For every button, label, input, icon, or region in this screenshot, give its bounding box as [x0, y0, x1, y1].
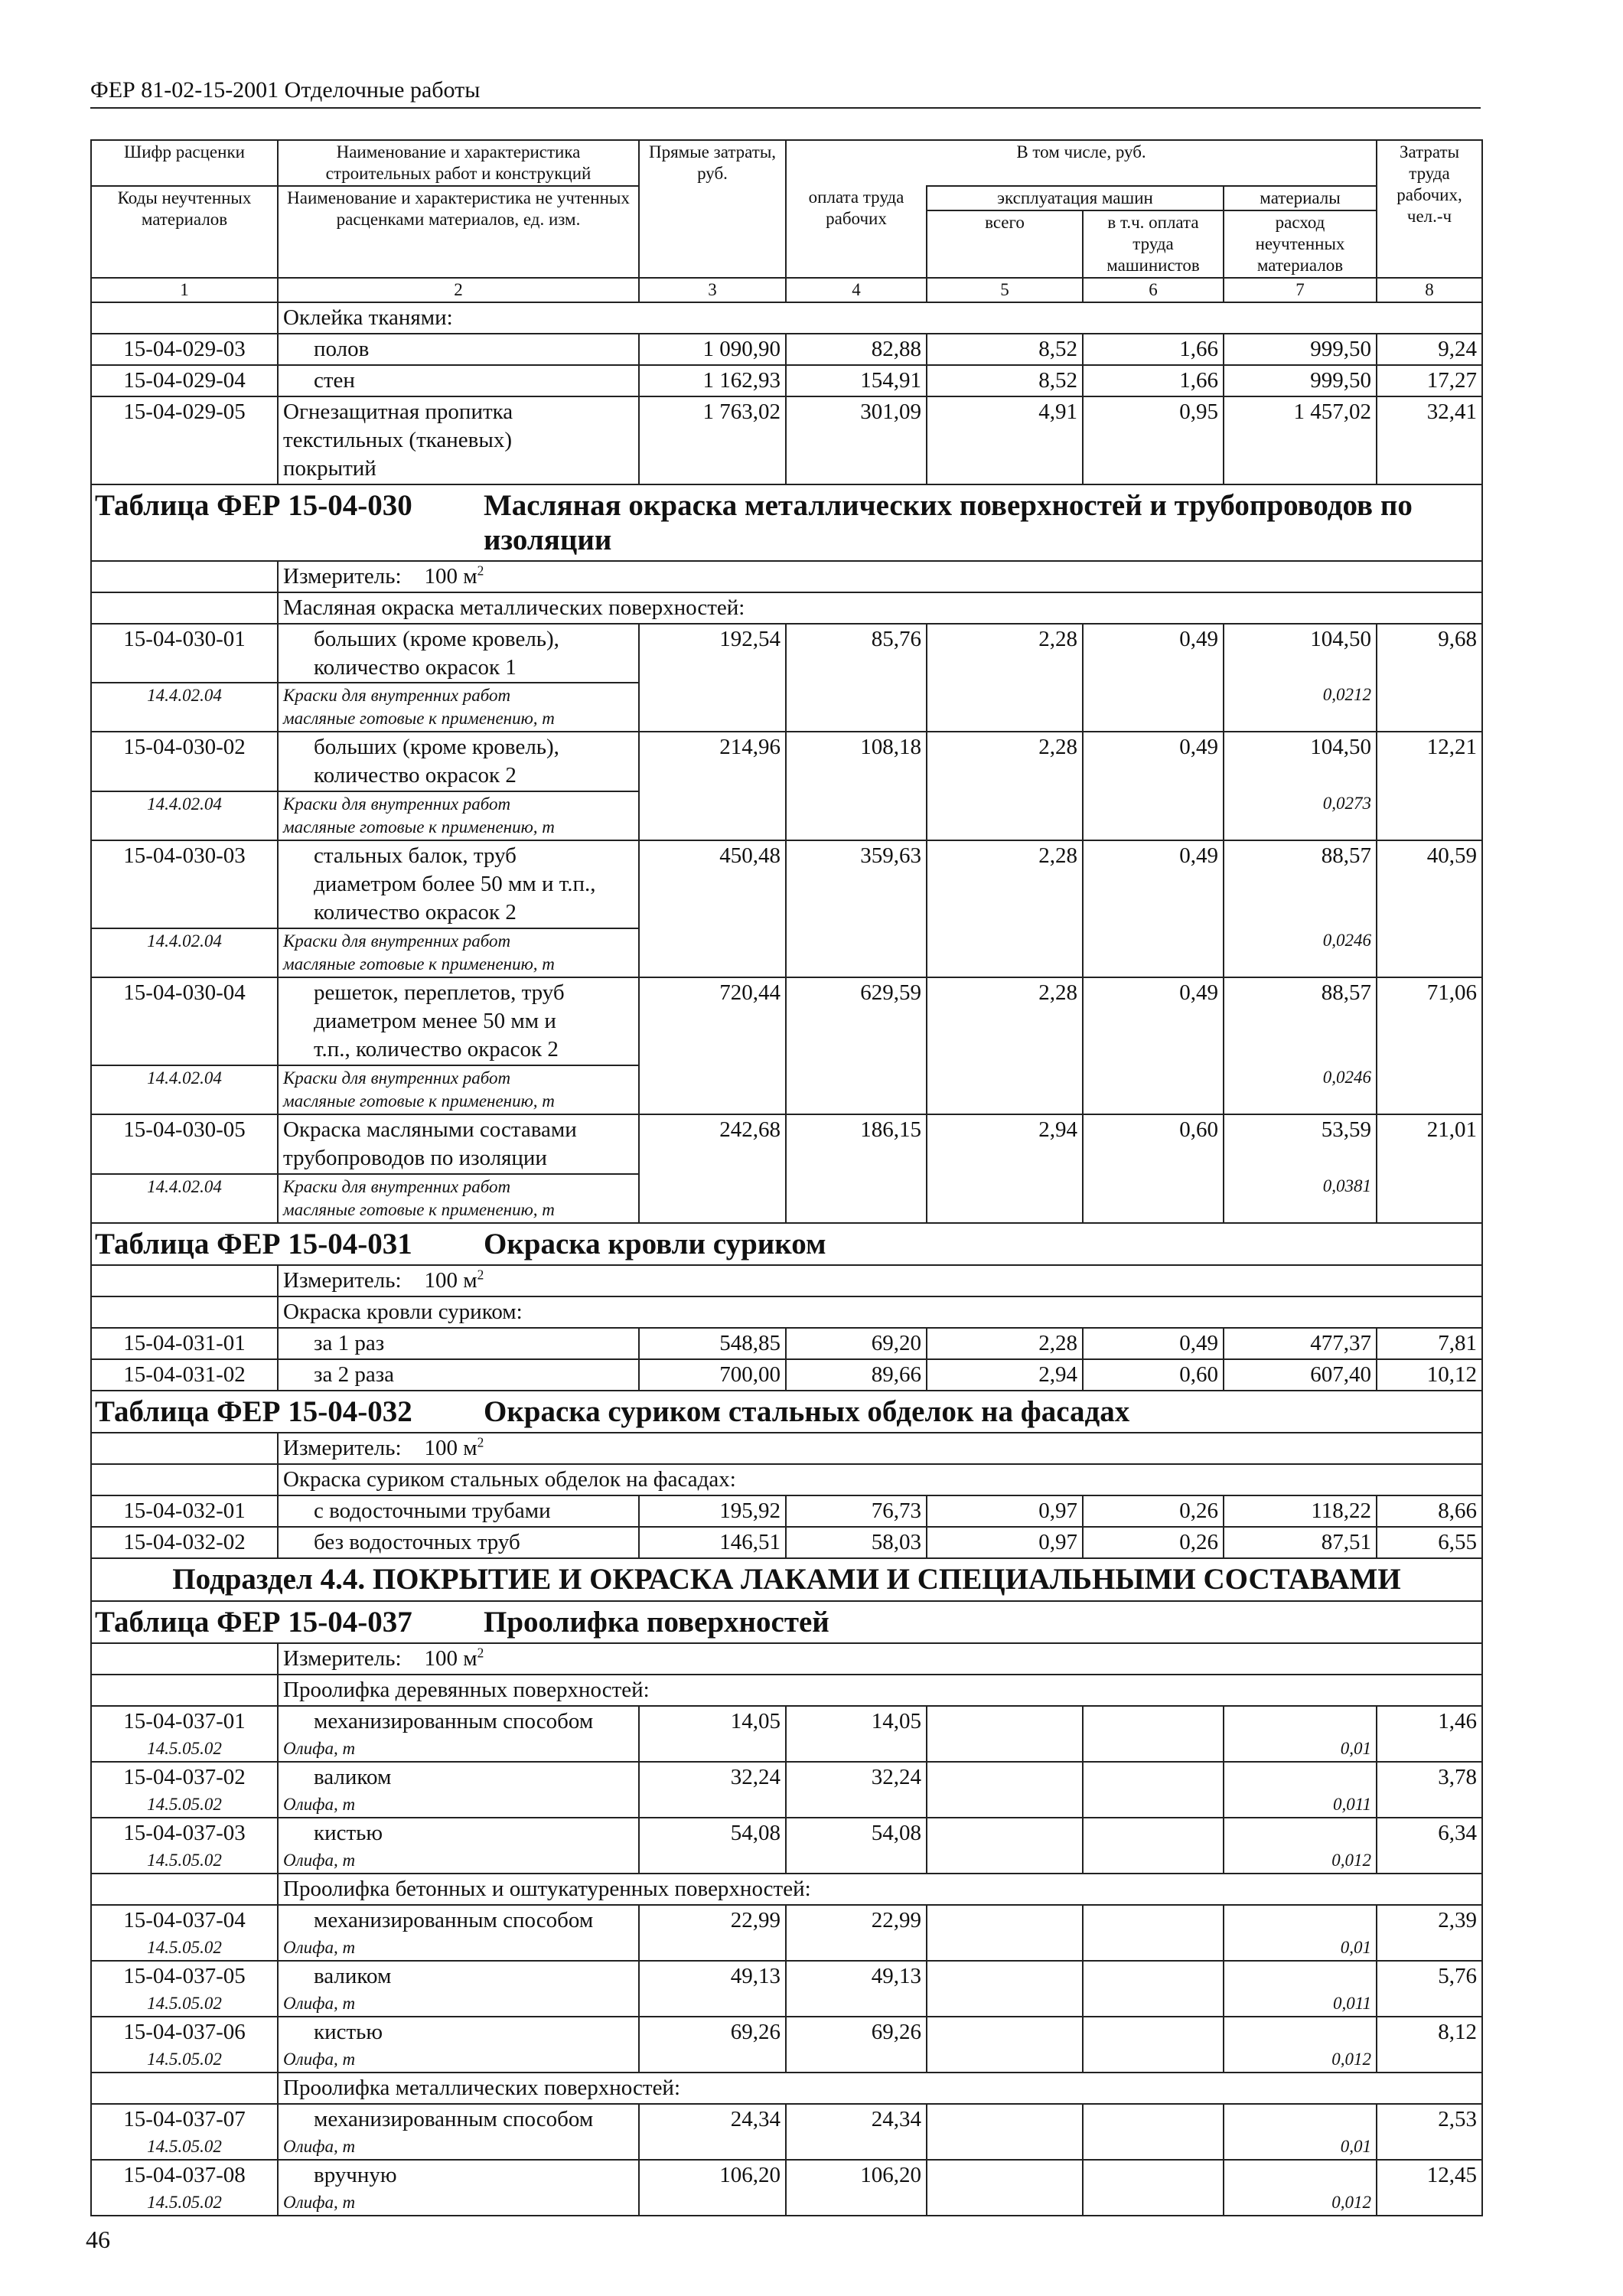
- material-code: 14.4.02.04: [91, 683, 278, 732]
- machinists-pay: 1,66: [1083, 334, 1224, 365]
- rate-code: 15-04-037-03: [91, 1818, 278, 1848]
- measure: Измеритель: 100 $м^2$: [278, 561, 1482, 592]
- machines-total: 0,97: [927, 1495, 1083, 1527]
- measure-row: [91, 1643, 1482, 1675]
- header-machines: эксплуатация машин: [927, 186, 1224, 210]
- workers-pay: 24,34: [786, 2104, 927, 2160]
- machinists-pay: 0,49: [1083, 732, 1224, 840]
- header-machinists-pay: в т.ч. оплата труда машинистов: [1083, 210, 1224, 278]
- rate-name: стен: [278, 365, 639, 396]
- labor: 7,81: [1377, 1328, 1482, 1359]
- rate-code: 15-04-032-01: [91, 1495, 278, 1527]
- col-number: 5: [927, 278, 1083, 302]
- machinists-pay: 0,49: [1083, 624, 1224, 732]
- material-code: 14.4.02.04: [91, 791, 278, 840]
- labor: 12,45: [1377, 2160, 1482, 2216]
- rate-name: Окраска масляными составами трубопроводов по изоляции: [278, 1114, 639, 1174]
- labor: 32,41: [1377, 396, 1482, 484]
- workers-pay: 69,26: [786, 2017, 927, 2073]
- table-row: [91, 1961, 1482, 1991]
- rate-code: 15-04-037-08: [91, 2160, 278, 2190]
- rate-name: стальных балок, труб диаметром более 50 мм и т.п., количество окрасок 2: [278, 840, 639, 928]
- table-row: [91, 334, 1482, 365]
- direct-costs: 24,34: [639, 2104, 786, 2160]
- materials: 607,40: [1224, 1359, 1377, 1391]
- machines-total: 2,28: [927, 624, 1083, 732]
- material-name: Олифа, т: [278, 1792, 639, 1818]
- table-title: Таблица ФЕР 15-04-037 Проолифка поверхностей: [91, 1601, 1482, 1643]
- workers-pay: 186,15: [786, 1114, 927, 1223]
- workers-pay: 629,59: [786, 977, 927, 1114]
- table-row: [91, 1905, 1482, 1936]
- material-qty: 0,011: [1224, 1991, 1377, 2017]
- machinists-pay: 0,49: [1083, 977, 1224, 1114]
- material-code: 14.4.02.04: [91, 928, 278, 977]
- workers-pay: 49,13: [786, 1961, 927, 2017]
- material-qty: 0,0212: [1224, 683, 1377, 732]
- material-code: 14.5.05.02: [91, 1848, 278, 1874]
- material-name: Олифа, т: [278, 2047, 639, 2073]
- header-labor: Затраты труда рабочих, чел.-ч: [1377, 140, 1482, 278]
- rate-code: 15-04-029-05: [91, 396, 278, 484]
- machinists-pay: 0,95: [1083, 396, 1224, 484]
- machines-total: 8,52: [927, 334, 1083, 365]
- material-name: Краски для внутренних работ масляные готовые к применению, т: [278, 683, 639, 732]
- machines-total: 0,97: [927, 1527, 1083, 1558]
- col-number: 2: [278, 278, 639, 302]
- workers-pay: 154,91: [786, 365, 927, 396]
- material-code: 14.5.05.02: [91, 1991, 278, 2017]
- col-number: 7: [1224, 278, 1377, 302]
- material-code: 14.4.02.04: [91, 1065, 278, 1114]
- material-code: 14.5.05.02: [91, 1737, 278, 1762]
- machinists-pay: 0,49: [1083, 1328, 1224, 1359]
- rate-name: больших (кроме кровель), количество окрасок 1: [278, 624, 639, 683]
- table-row: [91, 1527, 1482, 1558]
- labor: 17,27: [1377, 365, 1482, 396]
- col-number: 6: [1083, 278, 1224, 302]
- table-row: [91, 977, 1482, 1065]
- material-qty: 0,012: [1224, 2190, 1377, 2216]
- machines-total: 2,28: [927, 840, 1083, 977]
- material-name: Олифа, т: [278, 2135, 639, 2160]
- direct-costs: 242,68: [639, 1114, 786, 1223]
- material-qty: 0,0381: [1224, 1174, 1377, 1223]
- labor: 8,12: [1377, 2017, 1482, 2073]
- rate-name: за 2 раза: [278, 1359, 639, 1391]
- material-name: Олифа, т: [278, 1991, 639, 2017]
- workers-pay: 54,08: [786, 1818, 927, 1874]
- direct-costs: 548,85: [639, 1328, 786, 1359]
- measure-row: [91, 1433, 1482, 1464]
- direct-costs: 146,51: [639, 1527, 786, 1558]
- subsection-title: Подраздел 4.4. ПОКРЫТИЕ И ОКРАСКА ЛАКАМИ И СПЕЦИАЛЬНЫМИ СОСТАВАМИ: [91, 1558, 1482, 1601]
- labor: 40,59: [1377, 840, 1482, 977]
- subsection-row: [91, 1558, 1482, 1601]
- labor: 21,01: [1377, 1114, 1482, 1223]
- rate-code: 15-04-037-07: [91, 2104, 278, 2135]
- direct-costs: 1 763,02: [639, 396, 786, 484]
- rate-code: 15-04-030-05: [91, 1114, 278, 1174]
- direct-costs: 54,08: [639, 1818, 786, 1874]
- group-label: Оклейка тканями:: [278, 302, 1482, 334]
- materials: 477,37: [1224, 1328, 1377, 1359]
- direct-costs: 22,99: [639, 1905, 786, 1961]
- material-name: Олифа, т: [278, 1737, 639, 1762]
- group-label: Проолифка деревянных поверхностей:: [278, 1675, 1482, 1706]
- measure: Измеритель: 100 $м^2$: [278, 1433, 1482, 1464]
- group-label: Окраска суриком стальных обделок на фасадах:: [278, 1464, 1482, 1495]
- direct-costs: 192,54: [639, 624, 786, 732]
- rate-name: с водосточными трубами: [278, 1495, 639, 1527]
- material-name: Олифа, т: [278, 1848, 639, 1874]
- rate-name: кистью: [278, 1818, 639, 1848]
- table-title-row: [91, 1223, 1482, 1265]
- labor: 1,46: [1377, 1706, 1482, 1762]
- materials: 53,59: [1224, 1114, 1377, 1174]
- page-header: ФЕР 81-02-15-2001 Отделочные работы: [90, 75, 1481, 109]
- labor: 8,66: [1377, 1495, 1482, 1527]
- machines-total: 8,52: [927, 365, 1083, 396]
- direct-costs: 14,05: [639, 1706, 786, 1762]
- materials: 88,57: [1224, 977, 1377, 1065]
- direct-costs: 1 090,90: [639, 334, 786, 365]
- direct-costs: 720,44: [639, 977, 786, 1114]
- group-label: Проолифка металлических поверхностей:: [278, 2073, 1482, 2104]
- materials: 1 457,02: [1224, 396, 1377, 484]
- materials: 999,50: [1224, 334, 1377, 365]
- rate-code: 15-04-029-03: [91, 334, 278, 365]
- header-unaccounted-codes: Коды неучтенных материалов: [91, 186, 278, 278]
- table-title: Таблица ФЕР 15-04-032 Окраска суриком стальных обделок на фасадах: [91, 1391, 1482, 1433]
- material-qty: 0,0246: [1224, 928, 1377, 977]
- rate-code: 15-04-029-04: [91, 365, 278, 396]
- group-label: Масляная окраска металлических поверхностей:: [278, 592, 1482, 624]
- table-title: Таблица ФЕР 15-04-030 Масляная окраска металлических поверхностей и трубопроводов по изоляции: [91, 484, 1482, 561]
- group-label: Окраска кровли суриком:: [278, 1296, 1482, 1328]
- machines-total: 2,28: [927, 977, 1083, 1114]
- material-name: Краски для внутренних работ масляные готовые к применению, т: [278, 1174, 639, 1223]
- column-numbers-row: [91, 278, 1482, 302]
- machines-total: 2,94: [927, 1359, 1083, 1391]
- rate-code: 15-04-032-02: [91, 1527, 278, 1558]
- material-code: 14.5.05.02: [91, 2135, 278, 2160]
- rate-code: 15-04-030-01: [91, 624, 278, 683]
- rate-code: 15-04-037-04: [91, 1905, 278, 1936]
- material-qty: 0,011: [1224, 1792, 1377, 1818]
- labor: 9,68: [1377, 624, 1482, 732]
- page-number: 46: [86, 2226, 110, 2253]
- table-row: [91, 396, 1482, 484]
- table-title-row: [91, 484, 1482, 561]
- machines-total: 2,94: [927, 1114, 1083, 1223]
- workers-pay: 14,05: [786, 1706, 927, 1762]
- workers-pay: 22,99: [786, 1905, 927, 1961]
- workers-pay: 58,03: [786, 1527, 927, 1558]
- direct-costs: 195,92: [639, 1495, 786, 1527]
- direct-costs: 450,48: [639, 840, 786, 977]
- material-code: 14.5.05.02: [91, 2190, 278, 2216]
- material-qty: 0,012: [1224, 1848, 1377, 1874]
- table-title-row: [91, 1391, 1482, 1433]
- materials: 104,50: [1224, 732, 1377, 791]
- labor: 3,78: [1377, 1762, 1482, 1818]
- materials: 87,51: [1224, 1527, 1377, 1558]
- workers-pay: 82,88: [786, 334, 927, 365]
- header-machines-total: всего: [927, 210, 1083, 278]
- table-row: [91, 2160, 1482, 2190]
- rate-name: механизированным способом: [278, 2104, 639, 2135]
- group-row: [91, 1464, 1482, 1495]
- header-materials: материалы: [1224, 186, 1377, 210]
- materials: 104,50: [1224, 624, 1377, 683]
- material-qty: 0,01: [1224, 2135, 1377, 2160]
- table-row: [91, 1706, 1482, 1737]
- material-qty: 0,01: [1224, 1936, 1377, 1961]
- labor: 9,24: [1377, 334, 1482, 365]
- table-row: [91, 1359, 1482, 1391]
- material-qty: 0,0246: [1224, 1065, 1377, 1114]
- material-qty: 0,01: [1224, 1737, 1377, 1762]
- labor: 2,53: [1377, 2104, 1482, 2160]
- materials: 999,50: [1224, 365, 1377, 396]
- header-code: Шифр расценки: [91, 140, 278, 186]
- header-workers-pay: оплата труда рабочих: [786, 186, 927, 278]
- machinists-pay: 0,60: [1083, 1114, 1224, 1223]
- workers-pay: 69,20: [786, 1328, 927, 1359]
- rate-code: 15-04-037-02: [91, 1762, 278, 1792]
- measure: Измеритель: 100 $м^2$: [278, 1265, 1482, 1296]
- measure-row: [91, 561, 1482, 592]
- header-including: В том числе, руб.: [786, 140, 1377, 186]
- workers-pay: 106,20: [786, 2160, 927, 2216]
- rate-code: 15-04-037-01: [91, 1706, 278, 1737]
- table-row: [91, 840, 1482, 928]
- materials: 88,57: [1224, 840, 1377, 928]
- header-direct-costs: Прямые затраты, руб.: [639, 140, 786, 278]
- direct-costs: 49,13: [639, 1961, 786, 2017]
- labor: 12,21: [1377, 732, 1482, 840]
- workers-pay: 359,63: [786, 840, 927, 977]
- material-code: 14.5.05.02: [91, 2047, 278, 2073]
- rate-name: без водосточных труб: [278, 1527, 639, 1558]
- header-name: Наименование и характеристика строительных работ и конструкций: [278, 140, 639, 186]
- material-qty: 0,012: [1224, 2047, 1377, 2073]
- direct-costs: 69,26: [639, 2017, 786, 2073]
- machinists-pay: 1,66: [1083, 365, 1224, 396]
- rate-code: 15-04-037-06: [91, 2017, 278, 2047]
- table-row: [91, 1495, 1482, 1527]
- material-name: Краски для внутренних работ масляные готовые к применению, т: [278, 1065, 639, 1114]
- header-unaccounted-name: Наименование и характеристика не учтенных расценками материалов, ед. изм.: [278, 186, 639, 278]
- col-number: 1: [91, 278, 278, 302]
- workers-pay: 108,18: [786, 732, 927, 840]
- measure: Измеритель: 100 $м^2$: [278, 1643, 1482, 1675]
- rate-name: механизированным способом: [278, 1706, 639, 1737]
- material-code: 14.5.05.02: [91, 1936, 278, 1961]
- labor: 71,06: [1377, 977, 1482, 1114]
- table-row: [91, 2104, 1482, 2135]
- machinists-pay: 0,60: [1083, 1359, 1224, 1391]
- workers-pay: 89,66: [786, 1359, 927, 1391]
- table-title: Таблица ФЕР 15-04-031 Окраска кровли суриком: [91, 1223, 1482, 1265]
- material-name: Олифа, т: [278, 2190, 639, 2216]
- labor: 2,39: [1377, 1905, 1482, 1961]
- table-row: [91, 365, 1482, 396]
- col-number: 3: [639, 278, 786, 302]
- material-name: Олифа, т: [278, 1936, 639, 1961]
- header-row: [91, 186, 1482, 210]
- group-row: [91, 1296, 1482, 1328]
- rate-name: полов: [278, 334, 639, 365]
- workers-pay: 76,73: [786, 1495, 927, 1527]
- machines-total: 4,91: [927, 396, 1083, 484]
- direct-costs: 32,24: [639, 1762, 786, 1818]
- rate-name: кистью: [278, 2017, 639, 2047]
- group-row: [91, 1874, 1482, 1905]
- group-row: [91, 1675, 1482, 1706]
- direct-costs: 106,20: [639, 2160, 786, 2216]
- rate-name: за 1 раз: [278, 1328, 639, 1359]
- labor: 6,55: [1377, 1527, 1482, 1558]
- col-number: 4: [786, 278, 927, 302]
- table-row: [91, 1114, 1482, 1174]
- rate-code: 15-04-030-03: [91, 840, 278, 928]
- group-row: [91, 2073, 1482, 2104]
- table-row: [91, 1818, 1482, 1848]
- labor: 5,76: [1377, 1961, 1482, 2017]
- measure-row: [91, 1265, 1482, 1296]
- materials: 118,22: [1224, 1495, 1377, 1527]
- rate-name: механизированным способом: [278, 1905, 639, 1936]
- labor: 6,34: [1377, 1818, 1482, 1874]
- rate-name: вручную: [278, 2160, 639, 2190]
- table-row: [91, 1762, 1482, 1792]
- workers-pay: 301,09: [786, 396, 927, 484]
- rate-code: 15-04-037-05: [91, 1961, 278, 1991]
- labor: 10,12: [1377, 1359, 1482, 1391]
- direct-costs: 214,96: [639, 732, 786, 840]
- rate-code: 15-04-031-02: [91, 1359, 278, 1391]
- table-row: [91, 624, 1482, 683]
- rate-name: больших (кроме кровель), количество окрасок 2: [278, 732, 639, 791]
- machinists-pay: 0,49: [1083, 840, 1224, 977]
- rate-name: Огнезащитная пропитка текстильных (тканевых) покрытий: [278, 396, 639, 484]
- group-label: Проолифка бетонных и оштукатуренных поверхностей:: [278, 1874, 1482, 1905]
- group-row: [91, 592, 1482, 624]
- machines-total: 2,28: [927, 1328, 1083, 1359]
- material-qty: 0,0273: [1224, 791, 1377, 840]
- rate-name: валиком: [278, 1961, 639, 1991]
- rate-name: решеток, переплетов, труб диаметром менее 50 мм и т.п., количество окрасок 2: [278, 977, 639, 1065]
- rate-code: 15-04-031-01: [91, 1328, 278, 1359]
- material-name: Краски для внутренних работ масляные готовые к применению, т: [278, 791, 639, 840]
- machinists-pay: 0,26: [1083, 1527, 1224, 1558]
- table-row: [91, 732, 1482, 791]
- material-code: 14.4.02.04: [91, 1174, 278, 1223]
- header-row: [91, 140, 1482, 186]
- rate-code: 15-04-030-04: [91, 977, 278, 1065]
- table-row: [91, 2017, 1482, 2047]
- rates-table: [90, 139, 1483, 2216]
- workers-pay: 85,76: [786, 624, 927, 732]
- direct-costs: 1 162,93: [639, 365, 786, 396]
- rate-name: валиком: [278, 1762, 639, 1792]
- col-number: 8: [1377, 278, 1482, 302]
- group-row: [91, 302, 1482, 334]
- workers-pay: 32,24: [786, 1762, 927, 1818]
- rate-code: 15-04-030-02: [91, 732, 278, 791]
- machinists-pay: 0,26: [1083, 1495, 1224, 1527]
- header-materials-unaccounted: расход неучтенных материалов: [1224, 210, 1377, 278]
- table-row: [91, 1328, 1482, 1359]
- machines-total: 2,28: [927, 732, 1083, 840]
- material-code: 14.5.05.02: [91, 1792, 278, 1818]
- table-title-row: [91, 1601, 1482, 1643]
- material-name: Краски для внутренних работ масляные готовые к применению, т: [278, 928, 639, 977]
- direct-costs: 700,00: [639, 1359, 786, 1391]
